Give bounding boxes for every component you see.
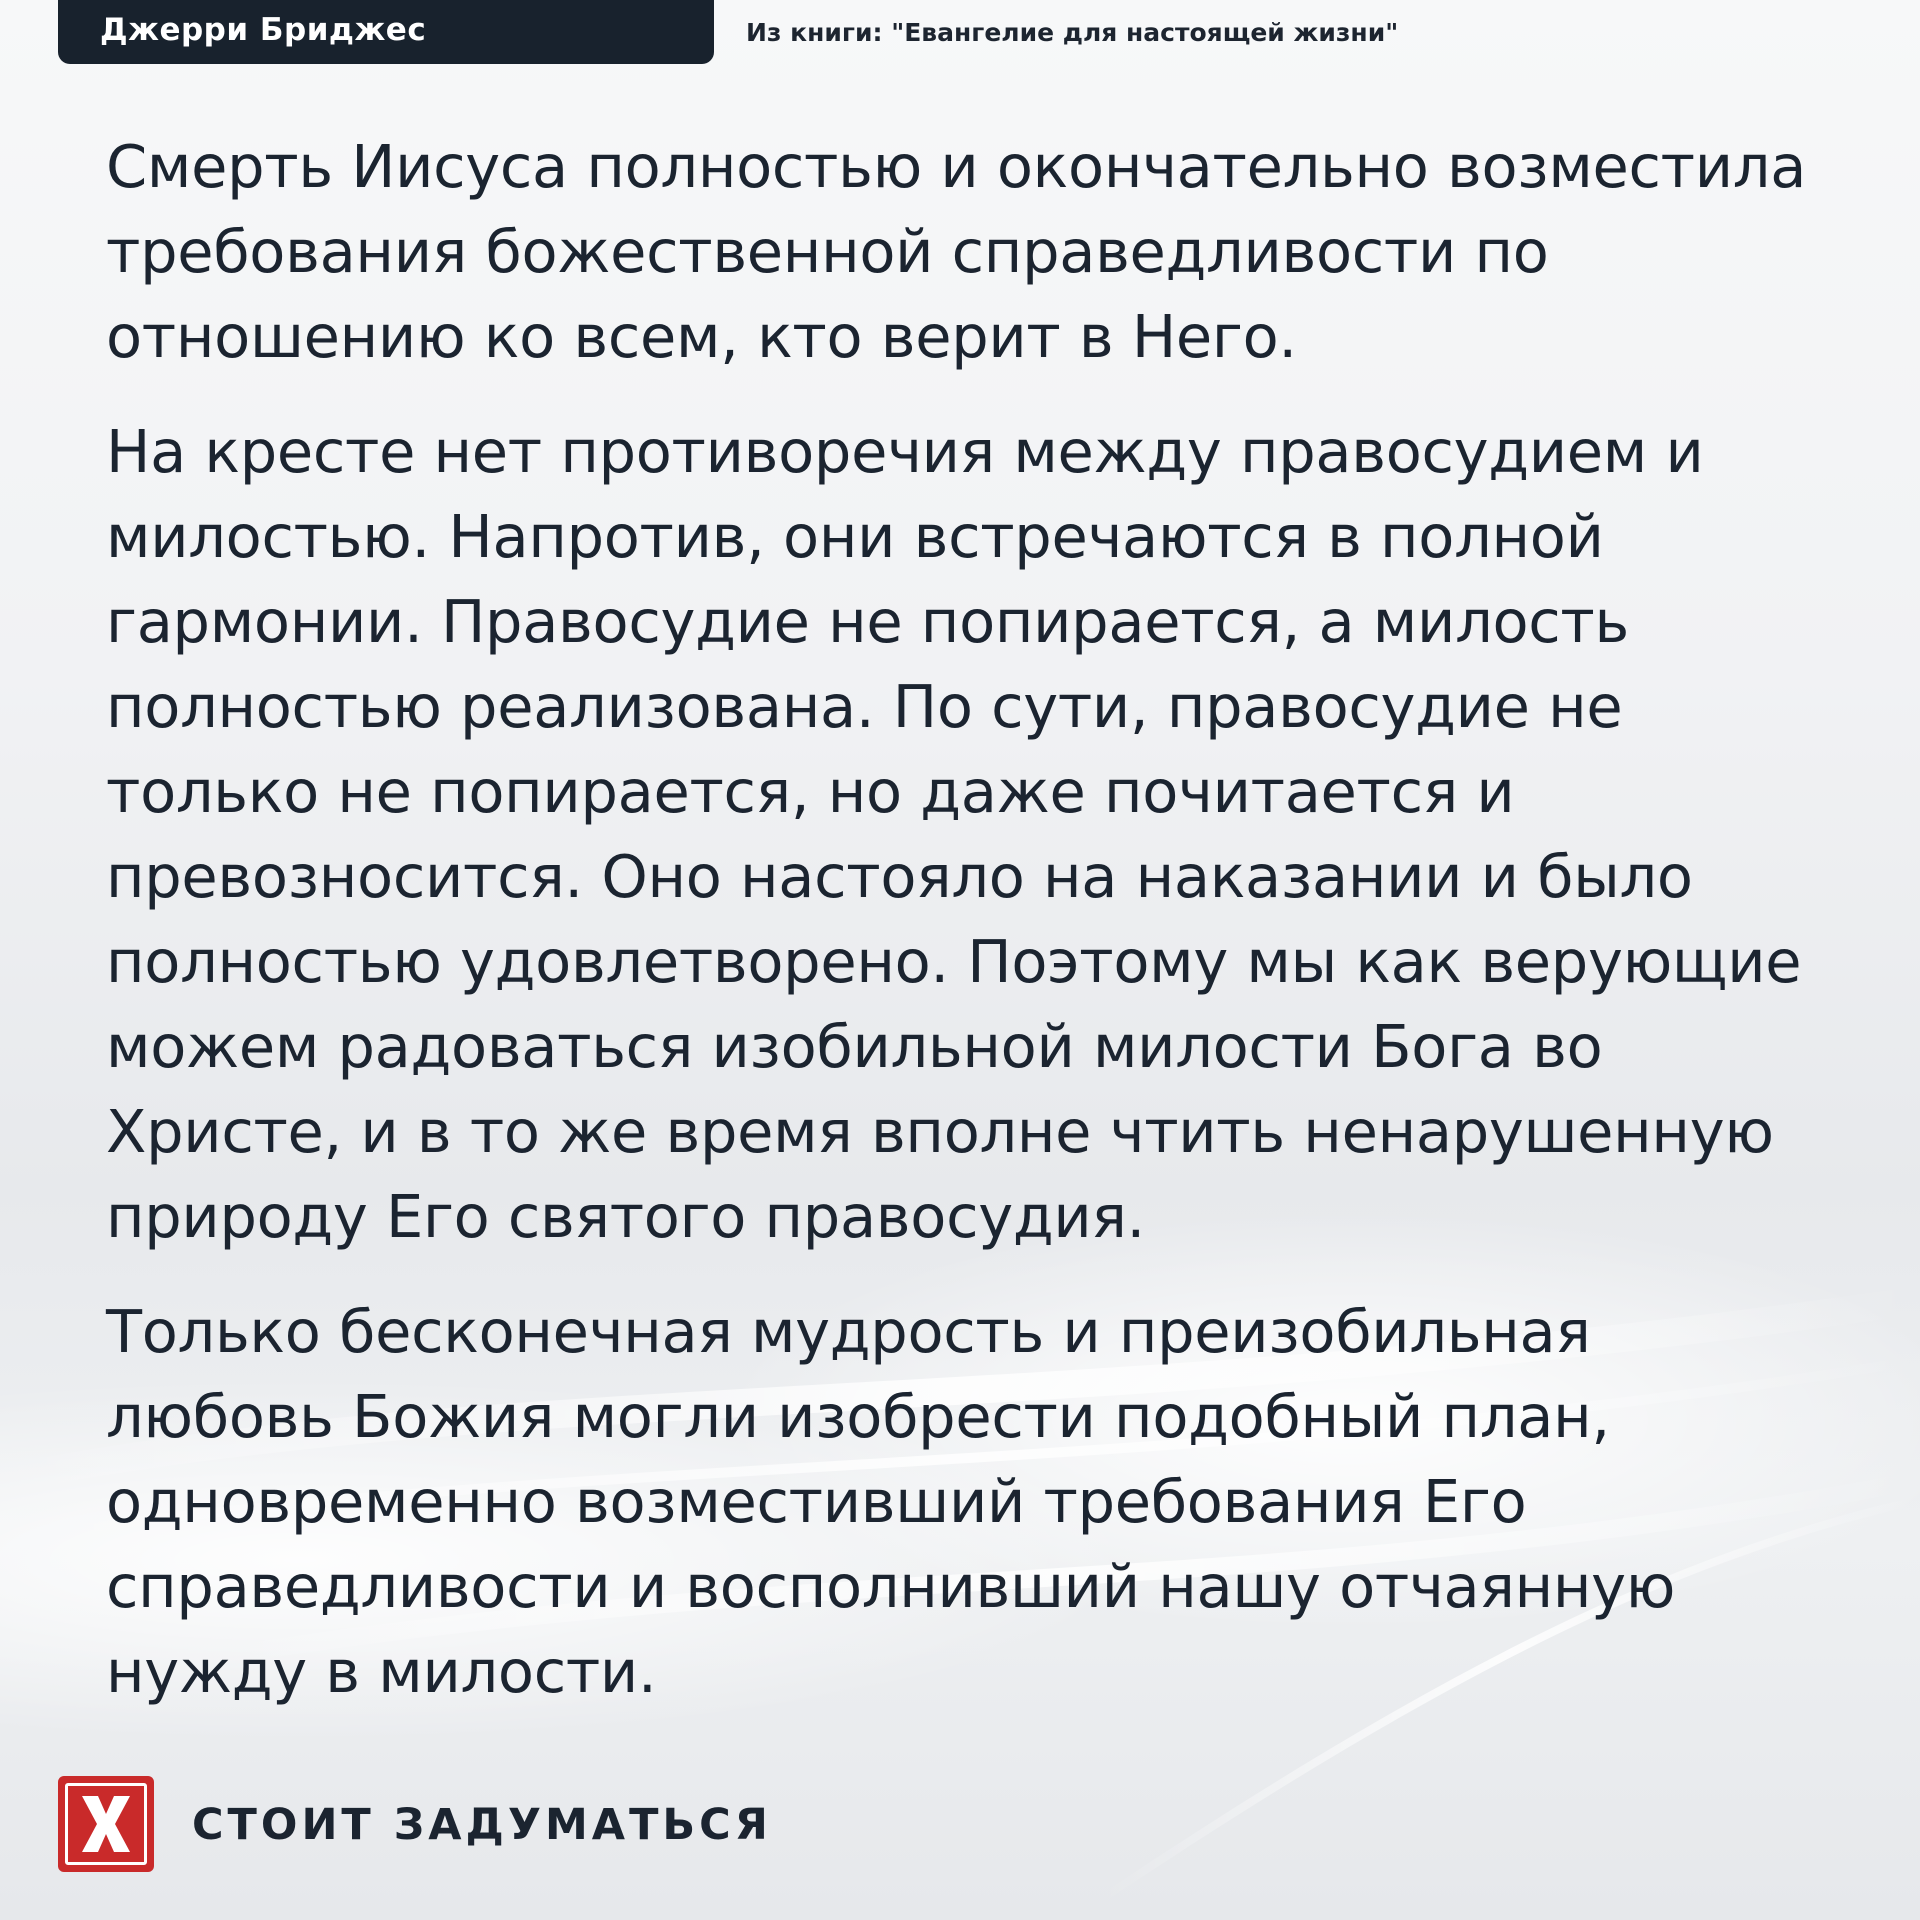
x-logo-icon — [58, 1776, 154, 1872]
quote-text — [106, 124, 1826, 1744]
quote-paragraph: На кресте нет противоречия между правосудием и милостью. Напротив, они встречаются в полной гармонии. Правосудие не попирается, а милость полностью реализована. По сути, правосудие не только не попирается, но даже почитается и превозносится. Оно настояло на наказании и было полностью удовлетворено. Поэтому мы как верующие можем радоваться изобильной милости Бога во Христе, и в то же время вполне чтить ненарушенную природу Его святого правосудия. — [106, 417, 1802, 1251]
quote-paragraph: Только бесконечная мудрость и преизобильная любовь Божия могли изобрести подобный план, одновременно возместивший требования Его справедливости и восполнивший нашу отчаянную нужду в милости. — [106, 1297, 1676, 1706]
brand-name: СТОИТ ЗАДУМАТЬСЯ — [192, 1800, 772, 1850]
author-tab — [58, 0, 714, 64]
author-name: Джерри Бриджес — [100, 12, 427, 48]
quote-paragraph: Смерть Иисуса полностью и окончательно возместила требования божественной справедливости по отношению ко всем, кто верит в Него. — [106, 132, 1807, 371]
book-source: Из книги: "Евангелие для настоящей жизни" — [746, 18, 1399, 47]
